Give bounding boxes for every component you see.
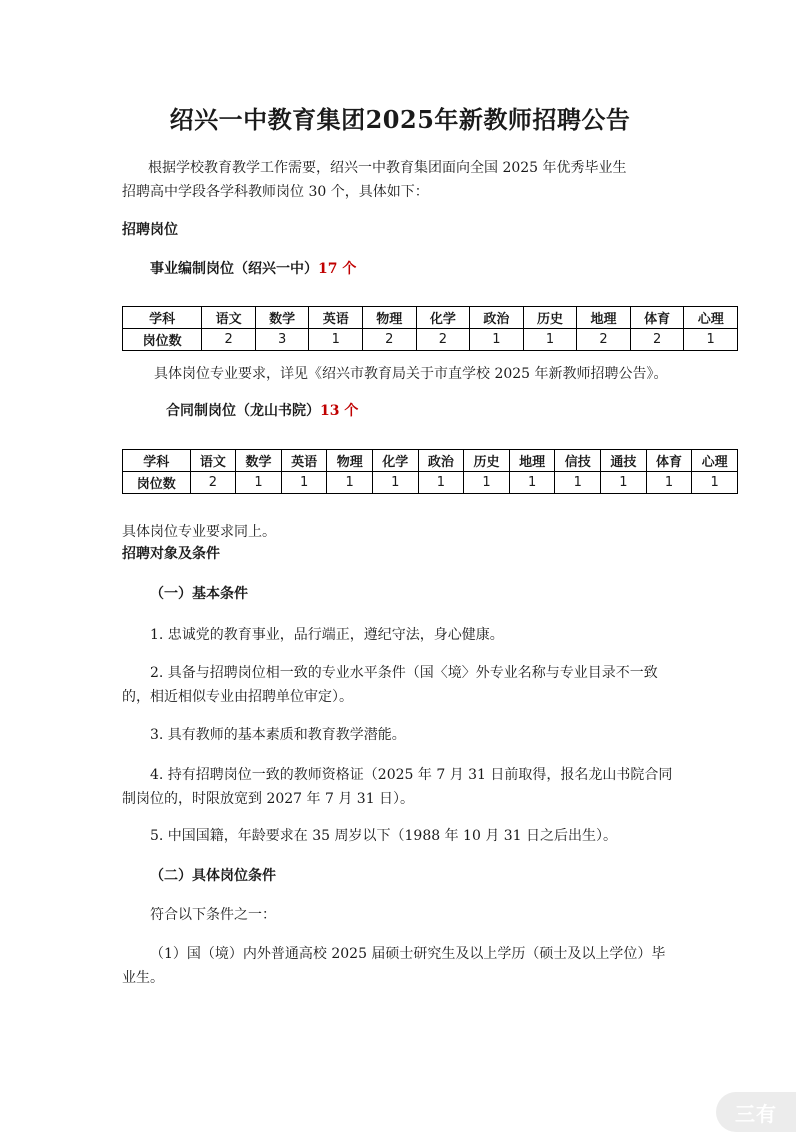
count-cell: 1 (418, 472, 464, 494)
condition-1-line-1: （1）国（境）内外普通高校 2025 届硕士研究生及以上学历（硕士及以上学位）毕 (150, 946, 666, 962)
count-cell: 1 (373, 472, 419, 494)
subject-cell: 数学 (255, 307, 309, 329)
table-contract-positions (122, 449, 738, 494)
table-row (123, 450, 738, 472)
table2-caption-text: 合同制岗位（龙山书院） (166, 403, 320, 419)
condition-item-2-line-1: 2. 具备与招聘岗位相一致的专业水平条件（国〈境〉外专业名称与专业目录不一致 (150, 665, 658, 681)
count-cell: 1 (692, 472, 738, 494)
condition-item-3: 3. 具有教师的基本素质和教育教学潜能。 (150, 727, 406, 743)
count-cell: 1 (646, 472, 692, 494)
count-cell: 2 (630, 329, 684, 351)
row-label-cell: 岗位数 (123, 472, 191, 494)
count-cell: 1 (309, 329, 363, 351)
subject-cell: 体育 (630, 307, 684, 329)
condition-item-5: 5. 中国国籍，年龄要求在 35 周岁以下（1988 年 10 月 31 日之后出生）。 (150, 828, 618, 844)
table1-count: 17 个 (318, 261, 357, 277)
table-row (123, 472, 738, 494)
subject-cell: 政治 (418, 450, 464, 472)
count-cell: 1 (601, 472, 647, 494)
count-cell: 1 (464, 472, 510, 494)
table1-note: 具体岗位专业要求，详见《绍兴市教育局关于市直学校 2025 年新教师招聘公告》。 (154, 366, 668, 382)
subject-cell: 通技 (601, 450, 647, 472)
condition-item-1: 1. 忠诚党的教育事业，品行端正，遵纪守法，身心健康。 (150, 627, 504, 643)
subject-cell: 信技 (555, 450, 601, 472)
subject-cell: 心理 (692, 450, 738, 472)
row-label-cell: 学科 (123, 450, 191, 472)
row-label-cell: 学科 (123, 307, 202, 329)
subject-cell: 数学 (236, 450, 282, 472)
subject-cell: 物理 (327, 450, 373, 472)
count-cell: 2 (202, 329, 256, 351)
count-cell: 2 (363, 329, 417, 351)
table-row (123, 307, 738, 329)
count-cell: 1 (470, 329, 524, 351)
subject-cell: 物理 (363, 307, 417, 329)
table2-count: 13 个 (320, 403, 359, 419)
count-cell: 2 (577, 329, 631, 351)
subject-cell: 心理 (684, 307, 738, 329)
table1-caption (150, 257, 356, 281)
count-cell: 3 (255, 329, 309, 351)
subject-cell: 语文 (190, 450, 236, 472)
condition-item-2-line-2: 的，相近相似专业由招聘单位审定）。 (122, 689, 353, 705)
count-cell: 1 (327, 472, 373, 494)
table2-caption (166, 399, 358, 423)
subject-cell: 历史 (523, 307, 577, 329)
conditions-intro: 符合以下条件之一： (150, 907, 276, 923)
section-heading-positions: 招聘岗位 (122, 222, 178, 238)
watermark-logo: 三有 (716, 1092, 796, 1132)
subject-cell: 历史 (464, 450, 510, 472)
table1-caption-text: 事业编制岗位（绍兴一中） (150, 261, 318, 277)
count-cell: 2 (190, 472, 236, 494)
subject-cell: 政治 (470, 307, 524, 329)
subject-cell: 英语 (309, 307, 363, 329)
subject-cell: 语文 (202, 307, 256, 329)
count-cell: 1 (555, 472, 601, 494)
subject-cell: 化学 (416, 307, 470, 329)
condition-1-line-2: 业生。 (122, 970, 164, 986)
subject-cell: 地理 (577, 307, 631, 329)
subject-cell: 英语 (281, 450, 327, 472)
subject-cell: 化学 (373, 450, 419, 472)
count-cell: 1 (684, 329, 738, 351)
condition-item-4-line-2: 制岗位的，时限放宽到 2027 年 7 月 31 日）。 (122, 791, 415, 807)
table-row (123, 329, 738, 351)
page-title: 绍兴一中教育集团2025年新教师招聘公告 (169, 105, 631, 134)
count-cell: 1 (523, 329, 577, 351)
intro-line-2: 招聘高中学段各学科教师岗位 30 个，具体如下： (122, 184, 429, 200)
count-cell: 1 (509, 472, 555, 494)
subsection-specific-conditions: （二）具体岗位条件 (150, 868, 276, 884)
count-cell: 1 (236, 472, 282, 494)
row-label-cell: 岗位数 (123, 329, 202, 351)
subject-cell: 体育 (646, 450, 692, 472)
table2-note: 具体岗位专业要求同上。 (122, 524, 276, 540)
table-staff-positions (122, 306, 738, 351)
count-cell: 1 (281, 472, 327, 494)
intro-line-1: 根据学校教育教学工作需要，绍兴一中教育集团面向全国 2025 年优秀毕业生 (148, 160, 627, 176)
subject-cell: 地理 (509, 450, 555, 472)
count-cell: 2 (416, 329, 470, 351)
condition-item-4-line-1: 4. 持有招聘岗位一致的教师资格证（2025 年 7 月 31 日前取得，报名龙山书院合同 (150, 767, 673, 783)
subsection-basic-conditions: （一）基本条件 (150, 586, 248, 602)
section-heading-conditions: 招聘对象及条件 (122, 546, 220, 562)
